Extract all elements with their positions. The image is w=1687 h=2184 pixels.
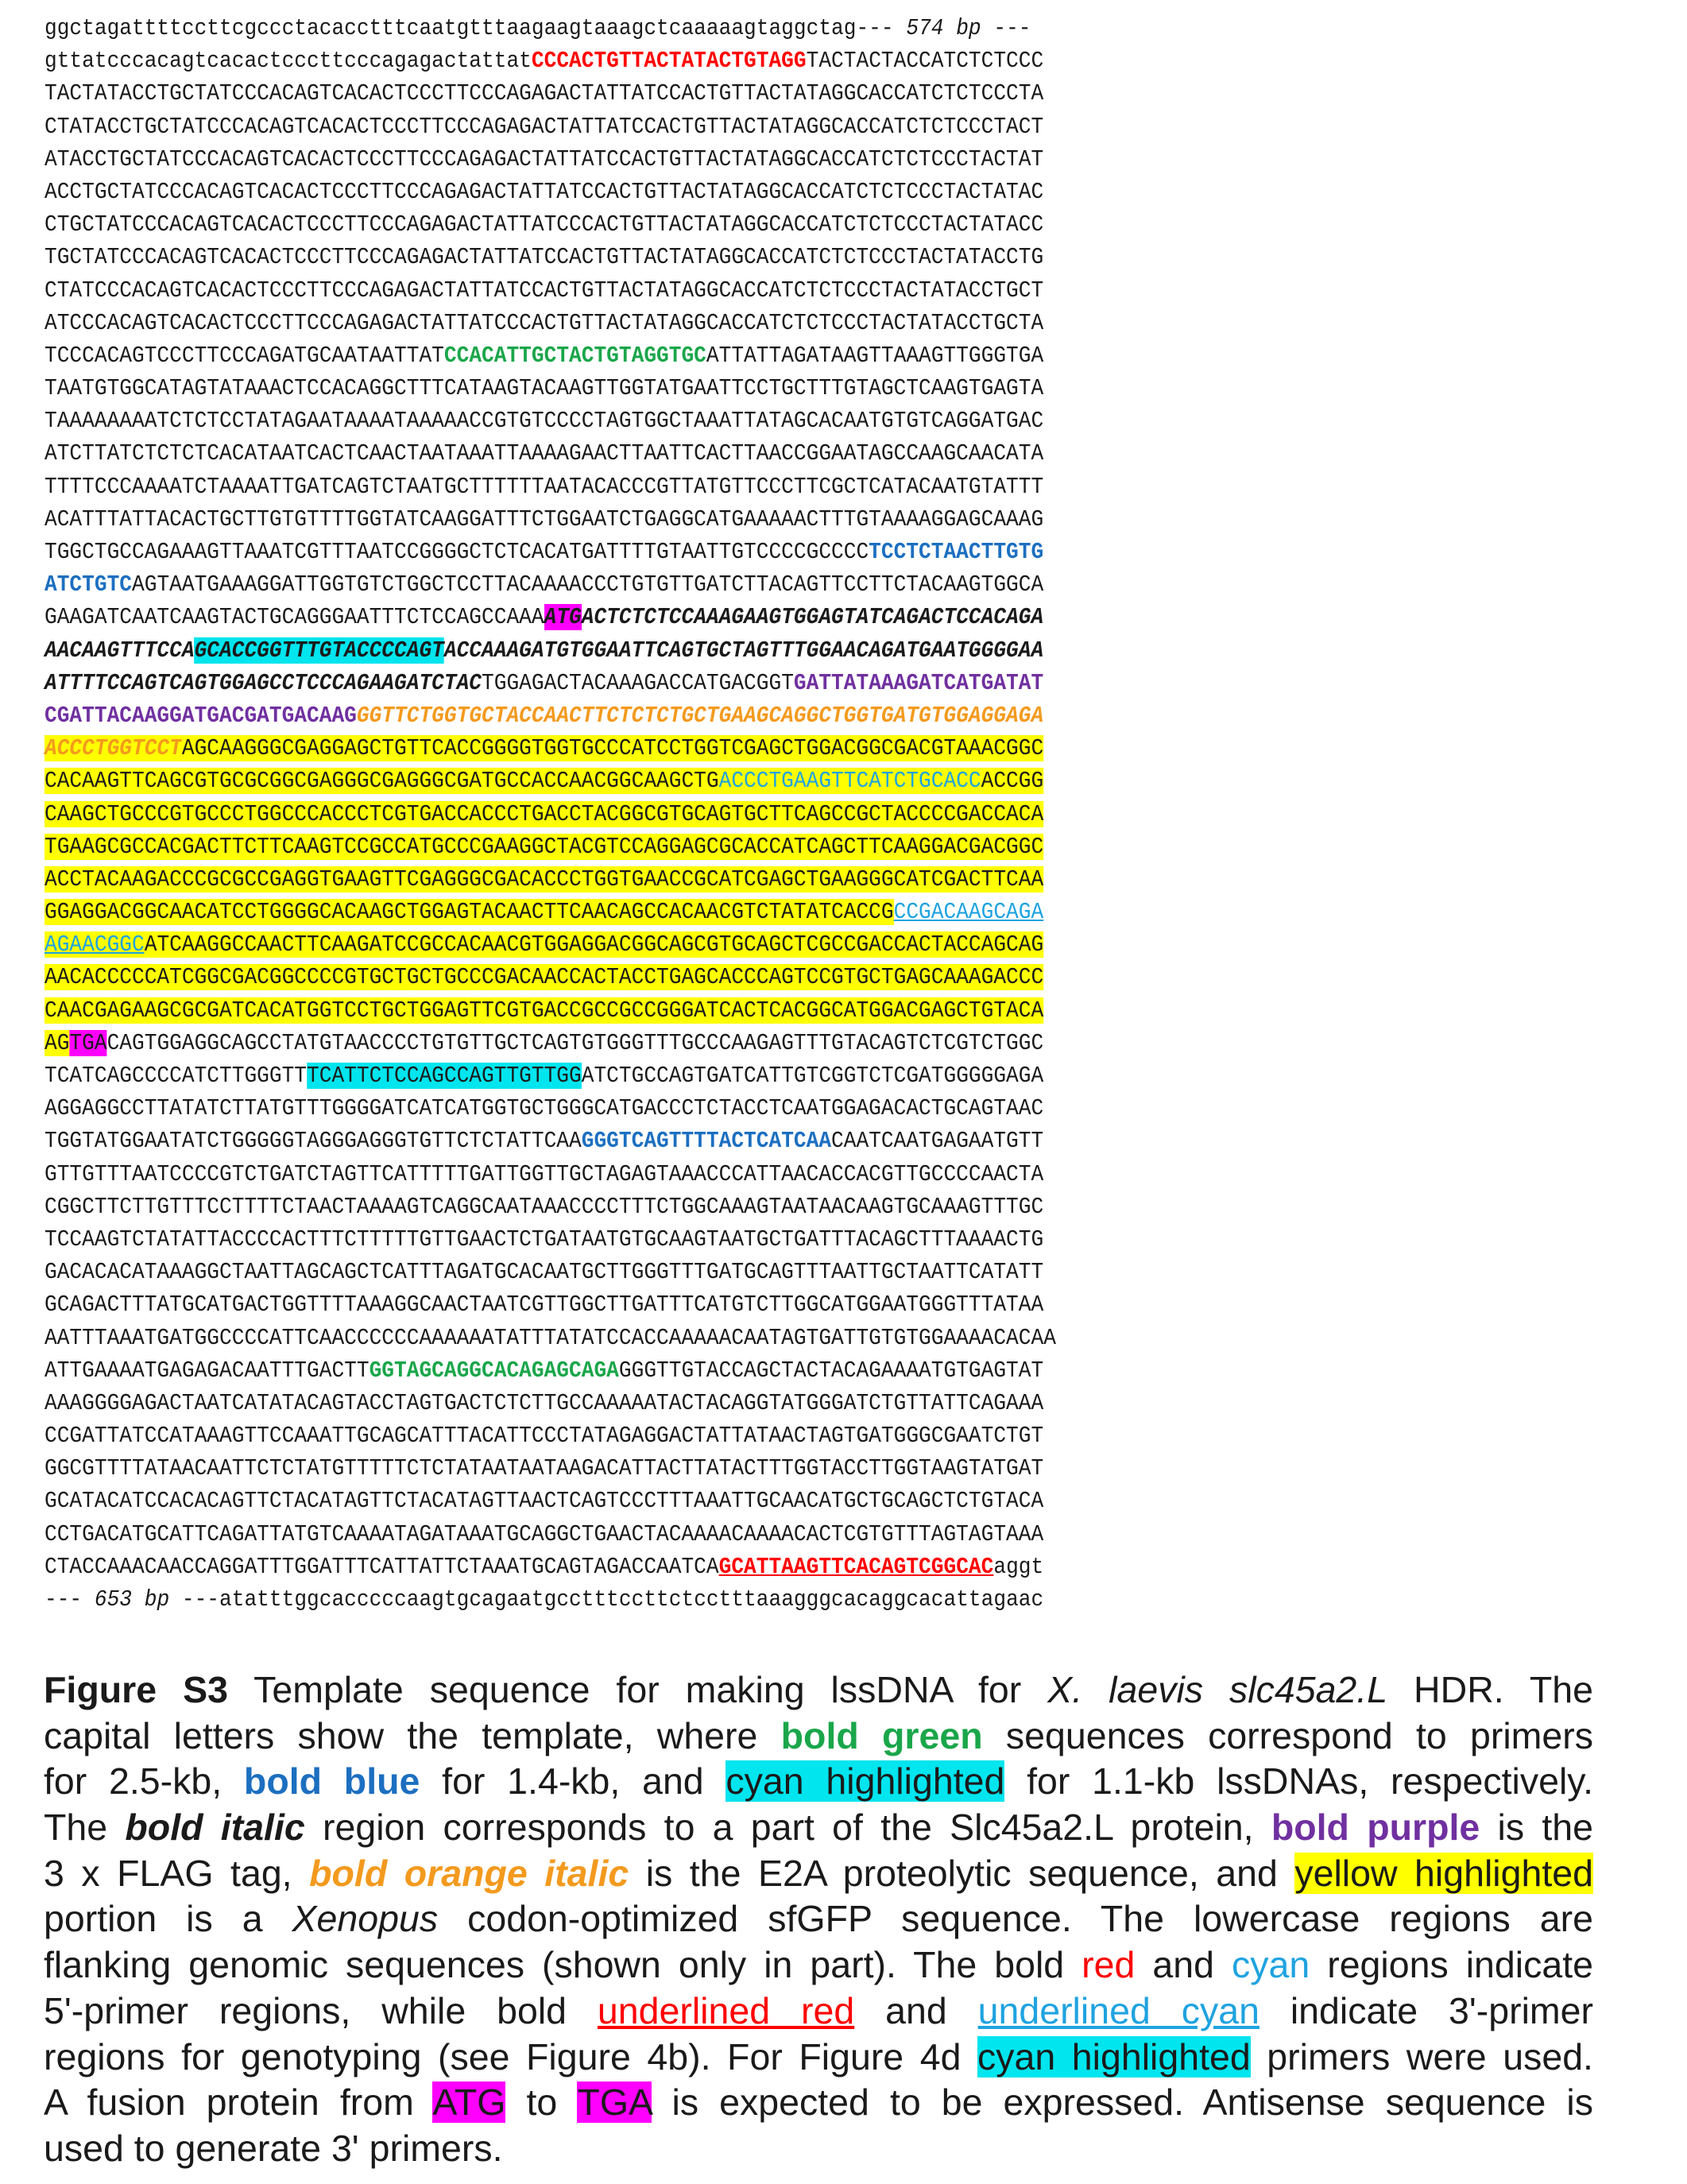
sequence-line — [44, 143, 1518, 176]
sequence-segment: CCGACAAGCAGA — [893, 899, 1044, 926]
caption-segment: for 1.1-kb lssDNAs, respectively. — [1004, 1760, 1594, 1803]
caption-line — [44, 1851, 1593, 1897]
sequence-segment: AACAAGTTTCCA — [44, 637, 195, 664]
sequence-line — [44, 798, 1518, 831]
caption-segment: cyan — [1231, 1944, 1310, 1986]
sequence-line — [44, 307, 1518, 339]
sequence-line — [44, 1125, 1518, 1157]
sequence-segment: ATTGAAAATGAGAGACAATTTGACTT — [44, 1357, 370, 1384]
sequence-line — [44, 667, 1518, 699]
sequence-segment: CACAAGTTCAGCGTGCGCGGCGAGGGCGAGGGCGATGCCACCAACGGCAAGCTG — [44, 768, 719, 795]
sequence-line — [44, 1059, 1518, 1092]
sequence-line — [44, 12, 1518, 45]
sequence-line — [44, 928, 1518, 961]
caption-line — [44, 1714, 1593, 1760]
sequence-segment: ATCAAGGCCAACTTCAAGATCCGCCACAACGTGGAGGACGGCAGCGTGCAGCTCGCCGACCACTACCAGCAG — [144, 931, 1044, 958]
caption-segment: capital letters show the template, where — [44, 1714, 781, 1756]
sequence-segment: AGAACGGC — [44, 931, 145, 958]
sequence-segment: TTTTCCCAAAATCTAAAATTGATCAGTCTAATGCTTTTTTAATACACCCGTTATGTTCCCTTCGCTCATACAATGTATTT — [44, 473, 1044, 500]
sequence-segment: GCATACATCCACACAGTTCTACATAGTTCTACATAGTTAACTCAGTCCCTTTAAATTGCAACATGCTGCAGCTCTGTACA — [44, 1488, 1044, 1515]
caption-segment: 5'-primer regions, while bold — [44, 1989, 598, 2031]
sequence-line — [44, 1256, 1518, 1288]
sequence-line — [44, 1387, 1518, 1419]
sequence-line — [44, 1288, 1518, 1321]
caption-segment: yellow highlighted — [1294, 1852, 1593, 1894]
sequence-segment: TCATTCTCCAGCCAGTTGTTGG — [307, 1063, 582, 1089]
caption-segment: for 2.5-kb, — [44, 1760, 244, 1803]
caption-segment: HDR. The — [1387, 1669, 1593, 1710]
sequence-line — [44, 994, 1518, 1027]
sequence-segment: --- — [993, 15, 1031, 41]
sequence-segment: CAAGCTGCCCGTGCCCTGGCCCACCCTCGTGACCACCCTGACCTACGGCGTGCAGTGCTTCAGCCGCTACCCCGACCACA — [44, 800, 1044, 827]
sequence-line — [44, 1092, 1518, 1125]
sequence-line — [44, 1191, 1518, 1223]
caption-segment: for 1.4-kb, and — [420, 1760, 726, 1803]
sequence-segment: AG — [44, 1029, 70, 1056]
sequence-segment: ggctagattttccttcgccctacacctttcaatgtttaagaagtaaagctcaaaaagtaggctag--- — [44, 15, 894, 41]
caption-segment: underlined cyan — [977, 1989, 1259, 2031]
sequence-segment: ATCCCACAGTCACACTCCCTTCCCAGAGACTATTATCCCACTGTTACTATAGGCACCATCTCTCCCTACTATACCTGCTA — [44, 309, 1044, 336]
sequence-segment: ATCTTATCTCTCTCACATAATCACTCAACTAATAAATTAAAAGAACTTAATTCACTTAACCGGAATAGCCAAGCAACATA — [44, 440, 1044, 467]
sequence-line — [44, 372, 1518, 405]
caption-segment: flanking genomic sequences (shown only in part). The bold — [44, 1944, 1082, 1986]
caption-segment: regions for genotyping (see Figure 4b). For Figure 4d — [44, 2035, 978, 2078]
caption-segment: sequences correspond to primers — [982, 1714, 1593, 1756]
sequence-segment: GGGTCAGTTTTACTCATCAA — [581, 1128, 832, 1155]
sequence-segment: GCATTAAGTTCACAGTCGGCAC — [718, 1553, 994, 1580]
sequence-segment: ---atatttggcacccccaagtgcagaatgcctttccttctcctttaaagggcacaggcacattagaac — [169, 1586, 1044, 1613]
sequence-line — [44, 634, 1518, 667]
caption-line — [44, 1805, 1593, 1851]
sequence-segment: ACATTTATTACACTGCTTGTGTTTTGGTATCAAGGATTTCTGGAATCTGAGGCATGAAAAACTTTGTAAAAGGAGCAAAG — [44, 505, 1044, 532]
caption-segment: indicate 3'-primer — [1259, 1989, 1594, 2031]
caption-segment: Figure S3 — [44, 1669, 228, 1710]
sequence-segment: ACCCTGGTCCT — [44, 735, 182, 762]
sequence-segment: ATACCTGCTATCCCACAGTCACACTCCCTTCCCAGAGACTATTATCCACTGTTACTATAGGCACCATCTCTCCCTACTAT — [44, 145, 1044, 172]
sequence-line — [44, 601, 1518, 633]
sequence-segment: GGCGTTTTATAACAATTCTCTATGTTTTTCTCTATAATAATAAGACATTACTTATACTTTGGTACCTTGGTAAGTATGAT — [44, 1455, 1044, 1482]
caption-segment: The — [44, 1806, 126, 1849]
caption-line — [44, 1988, 1593, 2035]
sequence-line — [44, 732, 1518, 765]
caption-segment: bold purple — [1271, 1806, 1480, 1849]
sequence-line — [44, 1452, 1518, 1485]
caption-segment: bold italic — [125, 1806, 305, 1849]
sequence-segment: AGCAAGGGCGAGGAGCTGTTCACCGGGGTGGTGCCCATCCTGGTCGAGCTGGACGGCGACGTAAACGGC — [181, 735, 1044, 762]
sequence-line — [44, 1485, 1518, 1517]
sequence-segment: CAGTGGAGGCAGCCTATGTAACCCCTGTGTTGCTCAGTGTGGGTTTGCCCAAGAGTTTGTACAGTCTCGTCTGGC — [106, 1029, 1044, 1056]
caption-segment: and — [854, 1989, 978, 2031]
sequence-line — [44, 1223, 1518, 1256]
sequence-segment: TGGCTGCCAGAAAGTTAAATCGTTTAATCCGGGGCTCTCACATGATTTTGTAATTGTCCCCGCCCC — [44, 539, 869, 565]
sequence-segment: TGGTATGGAATATCTGGGGGTAGGGAGGGTGTTCTCTATTCAA — [44, 1128, 582, 1155]
sequence-line — [44, 568, 1518, 601]
sequence-line — [44, 470, 1518, 503]
sequence-line — [44, 863, 1518, 896]
sequence-line — [44, 1027, 1518, 1059]
sequence-line — [44, 536, 1518, 568]
sequence-segment: GTTGTTTAATCCCCGTCTGATCTAGTTCATTTTTGATTGGTTGCTAGAGTAAACCCATTAACACCACGTTGCCCCAACTA — [44, 1160, 1044, 1187]
sequence-segment: TCCTCTAACTTGTG — [869, 539, 1044, 565]
sequence-line — [44, 405, 1518, 437]
sequence-segment: GACACACATAAAGGCTAATTAGCAGCTCATTTAGATGCACAATGCTTGGGTTTGATGCAGTTTAATTGCTAATTCATATT — [44, 1259, 1044, 1286]
caption-segment: underlined red — [597, 1989, 855, 2031]
sequence-segment: TAATGTGGCATAGTATAAACTCCACAGGCTTTCATAAGTACAAGTTGGTATGAATTCCTGCTTTGTAGCTCAAGTGAGTA — [44, 375, 1044, 402]
sequence-segment: GATTATAAAGATCATGATAT — [793, 669, 1044, 696]
caption-segment: 3 x FLAG tag, — [44, 1852, 310, 1894]
caption-segment: cyan highlighted — [725, 1760, 1005, 1803]
caption-line — [44, 2080, 1593, 2126]
sequence-line — [44, 437, 1518, 470]
sequence-segment: GCACCGGTTTGTACCCCAGT — [194, 637, 444, 664]
sequence-line — [44, 274, 1518, 307]
sequence-segment: AACACCCCCATCGGCGACGGCCCCGTGCTGCTGCCCGACAACCACTACCTGAGCACCCAGTCCGTGCTGAGCAAAGACCC — [44, 964, 1044, 991]
sequence-segment: CTATCCCACAGTCACACTCCCTTCCCAGAGACTATTATCCACTGTTACTATAGGCACCATCTCTCCCTACTATACCTGCT — [44, 277, 1044, 304]
sequence-segment: CTACCAAACAACCAGGATTTGGATTTCATTATTCTAAATGCAGTAGACCAATCA — [44, 1553, 719, 1580]
caption-segment: is the E2A proteolytic sequence, and — [629, 1852, 1295, 1894]
sequence-line — [44, 503, 1518, 536]
sequence-segment: CTGCTATCCCACAGTCACACTCCCTTCCCAGAGACTATTATCCCACTGTTACTATAGGCACCATCTCTCCCTACTATACC — [44, 211, 1044, 238]
caption-segment: codon-optimized sfGFP sequence. The lowercase regions are — [438, 1898, 1593, 1940]
caption-segment: primers were used. — [1250, 2035, 1593, 2078]
sequence-segment: CAATCAATGAGAATGTT — [831, 1128, 1044, 1155]
sequence-segment: GAAGATCAATCAAGTACTGCAGGGAATTTCTCCAGCCAAA — [44, 604, 544, 631]
sequence-segment: TGA — [69, 1029, 107, 1056]
sequence-line — [44, 1322, 1518, 1354]
sequence-line — [44, 176, 1518, 208]
caption-segment: X. laevis slc45a2.L — [1047, 1669, 1388, 1710]
caption-line — [44, 2126, 1593, 2172]
sequence-segment: TCATCAGCCCCATCTTGGGTT — [44, 1063, 308, 1089]
sequence-segment: AGTAATGAAAGGATTGGTGTCTGGCTCCTTACAAAACCCTGTGTTGATCTTACAGTTCCTTCTACAAGTGGCA — [132, 571, 1044, 598]
sequence-segment: TCCCACAGTCCCTTCCCAGATGCAATAATTAT — [44, 342, 444, 369]
caption-segment: to — [505, 2081, 578, 2124]
sequence-segment: ACCTGCTATCCCACAGTCACACTCCCTTCCCAGAGACTATTATCCACTGTTACTATAGGCACCATCTCTCCCTACTATAC — [44, 178, 1044, 205]
sequence-line — [44, 961, 1518, 993]
caption-segment: bold blue — [243, 1760, 420, 1803]
sequence-segment: CCCACTGTTACTATACTGTAGG — [531, 48, 807, 75]
sequence-segment: CGGCTTCTTGTTTCCTTTTCTAACTAAAAGTCAGGCAATAAACCCCTTTCTGGCAAAGTAATAACAAGTGCAAAGTTTGC — [44, 1193, 1044, 1220]
caption-segment: portion is a — [44, 1898, 292, 1940]
sequence-segment: CCTGACATGCATTCAGATTATGTCAAAATAGATAAATGCAGGCTGAACTACAAAACAAAACACTCGTGTTTAGTAGTAAA — [44, 1520, 1044, 1547]
sequence-line — [44, 1419, 1518, 1452]
sequence-segment: ATCTGCCAGTGATCATTGTCGGTCTCGATGGGGGAGA — [581, 1063, 1044, 1089]
caption-segment: TGA — [577, 2081, 652, 2124]
sequence-line — [44, 77, 1518, 110]
caption-segment: and — [1135, 1944, 1232, 1986]
caption-segment: A fusion protein from — [44, 2081, 433, 2124]
sequence-line — [44, 241, 1518, 273]
sequence-segment: AATTTAAATGATGGCCCCATTCAACCCCCCAAAAAATATTTATATCCACCAAAAACAATAGTGATTGTGTGGAAAACACAA — [44, 1324, 1056, 1351]
caption-segment: ATG — [432, 2081, 506, 2124]
sequence-segment: TGCTATCCCACAGTCACACTCCCTTCCCAGAGACTATTATCCACTGTTACTATAGGCACCATCTCTCCCTACTATACCTG — [44, 244, 1044, 271]
sequence-segment: TGAAGCGCCACGACTTCTTCAAGTCCGCCATGCCCGAAGGCTACGTCCAGGAGCGCACCATCAGCTTCAAGGACGACGGC — [44, 833, 1044, 860]
sequence-line — [44, 896, 1518, 928]
caption-segment: cyan highlighted — [977, 2035, 1251, 2078]
caption-line — [44, 2035, 1593, 2081]
caption-line — [44, 1667, 1593, 1714]
sequence-segment: GGTAGCAGGCACAGAGCAGA — [369, 1357, 619, 1384]
sequence-segment: ACCGG — [981, 768, 1044, 795]
sequence-segment: AAAGGGGAGACTAATCATATACAGTACCTAGTGACTCTCTTGCCAAAAATACTACAGGTATGGGATCTGTTATTCAGAAA — [44, 1389, 1044, 1416]
sequence-line — [44, 1354, 1518, 1387]
sequence-line — [44, 699, 1518, 732]
sequence-segment: ACCCTGAAGTTCATCTGCACC — [718, 768, 981, 795]
caption-segment: regions indicate — [1310, 1944, 1594, 1986]
sequence-segment: GCAGACTTTATGCATGACTGGTTTTAAAGGCAACTAATCGTTGGCTTGATTTCATGTCTTGGCATGGAATGGGTTTATAA — [44, 1291, 1044, 1319]
caption-line — [44, 1896, 1593, 1942]
sequence-segment: CCGATTATCCATAAAGTTCCAAATTGCAGCATTTACATTCCCTATAGAGGACTATTATAACTAGTGATGGGCGAATCTGT — [44, 1423, 1044, 1450]
sequence-segment: TGGAGACTACAAAGACCATGACGGT — [482, 669, 794, 696]
sequence-segment: ACCAAAGATGTGGAATTCAGTGCTAGTTTGGAACAGATGAATGGGGAA — [443, 637, 1044, 664]
sequence-segment: ATTATTAGATAAGTTAAAGTTGGGTGA — [706, 342, 1044, 369]
sequence-segment: 653 bp — [94, 1586, 170, 1613]
sequence-segment: gttatcccacagtcacactcccttcccagagactattat — [44, 48, 532, 75]
sequence-segment: GGTTCTGGTGCTACCAACTTCTCTCTGCTGAAGCAGGCTGGTGATGTGGAGGAGA — [356, 702, 1044, 729]
sequence-segment: AGGAGGCCTTATATCTTATGTTTGGGGATCATCATGGTGCTGGGCATGACCCTCTACCTCAATGGAGACACTGCAGTAAC — [44, 1095, 1044, 1122]
sequence-line — [44, 1518, 1518, 1551]
sequence-line — [44, 110, 1518, 143]
sequence-line — [44, 765, 1518, 797]
sequence-segment: GGAGGACGGCAACATCCTGGGGCACAAGCTGGAGTACAACTTCAACAGCCACAACGTCTATATCACCG — [44, 899, 894, 926]
caption-segment: is expected to be expressed. Antisense sequence is — [651, 2081, 1594, 2124]
sequence-segment: CGATTACAAGGATGACGATGACAAG — [44, 702, 357, 729]
sequence-segment: ATCTGTC — [44, 571, 133, 598]
sequence-segment: ATG — [544, 604, 582, 631]
sequence-segment: --- — [44, 1586, 95, 1613]
sequence-line — [44, 208, 1518, 241]
caption-segment: Template sequence for making lssDNA for — [227, 1669, 1048, 1710]
sequence-segment: TACTACTACCATCTCTCCC — [806, 48, 1044, 75]
sequence-segment: TACTATACCTGCTATCCCACAGTCACACTCCCTTCCCAGAGACTATTATCCACTGTTACTATAGGCACCATCTCTCCCTA — [44, 80, 1044, 107]
caption-segment: Xenopus — [292, 1898, 439, 1940]
sequence-line — [44, 1551, 1518, 1583]
sequence-line — [44, 1158, 1518, 1191]
sequence-segment: aggt — [993, 1553, 1044, 1580]
sequence-segment: ACTCTCTCCAAAGAAGTGGAGTATCAGACTCCACAGA — [581, 604, 1044, 631]
sequence-segment: CTATACCTGCTATCCCACAGTCACACTCCCTTCCCAGAGACTATTATCCACTGTTACTATAGGCACCATCTCTCCCTACT — [44, 113, 1044, 140]
sequence-line — [44, 45, 1518, 77]
caption-segment: bold orange italic — [309, 1852, 629, 1894]
sequence-segment: 574 bp — [893, 15, 994, 41]
figure-caption — [44, 1667, 1593, 2172]
sequence-segment: ACCTACAAGACCCGCGCCGAGGTGAAGTTCGAGGGCGACACCCTGGTGAACCGCATCGAGCTGAAGGGCATCGACTTCAA — [44, 865, 1044, 893]
caption-segment: is the — [1480, 1806, 1594, 1849]
sequence-segment: GGGTTGTACCAGCTACTACAGAAAATGTGAGTAT — [618, 1357, 1044, 1384]
sequence-line — [44, 1583, 1518, 1616]
sequence-segment: ATTTTCCAGTCAGTGGAGCCTCCCAGAAGATCTAC — [44, 669, 482, 696]
sequence-line — [44, 339, 1518, 372]
sequence-line — [44, 831, 1518, 863]
sequence-segment: TAAAAAAAATCTCTCCTATAGAATAAAATAAAAACCGTGTCCCCTAGTGGCTAAATTATAGCACAATGTGTCAGGATGAC — [44, 408, 1044, 435]
sequence-segment: CAACGAGAAGCGCGATCACATGGTCCTGCTGGAGTTCGTGACCGCCGCCGGGATCACTCACGGCATGGACGAGCTGTACA — [44, 997, 1044, 1024]
caption-segment: used to generate 3' primers. — [44, 2127, 503, 2169]
caption-segment: bold green — [780, 1714, 983, 1756]
caption-segment: red — [1081, 1944, 1136, 1986]
sequence-segment: TCCAAGTCTATATTACCCCACTTTCTTTTTGTTGAACTCTGATAATGTGCAAGTAATGCTGATTTACAGCTTTAAAACTG — [44, 1226, 1044, 1253]
caption-line — [44, 1759, 1593, 1805]
sequence-segment: CCACATTGCTACTGTAGGTGC — [443, 342, 706, 369]
caption-segment: region corresponds to a part of the Slc45a2.L protein, — [304, 1806, 1271, 1849]
template-sequence-block — [44, 12, 1642, 1616]
caption-line — [44, 1942, 1593, 1988]
